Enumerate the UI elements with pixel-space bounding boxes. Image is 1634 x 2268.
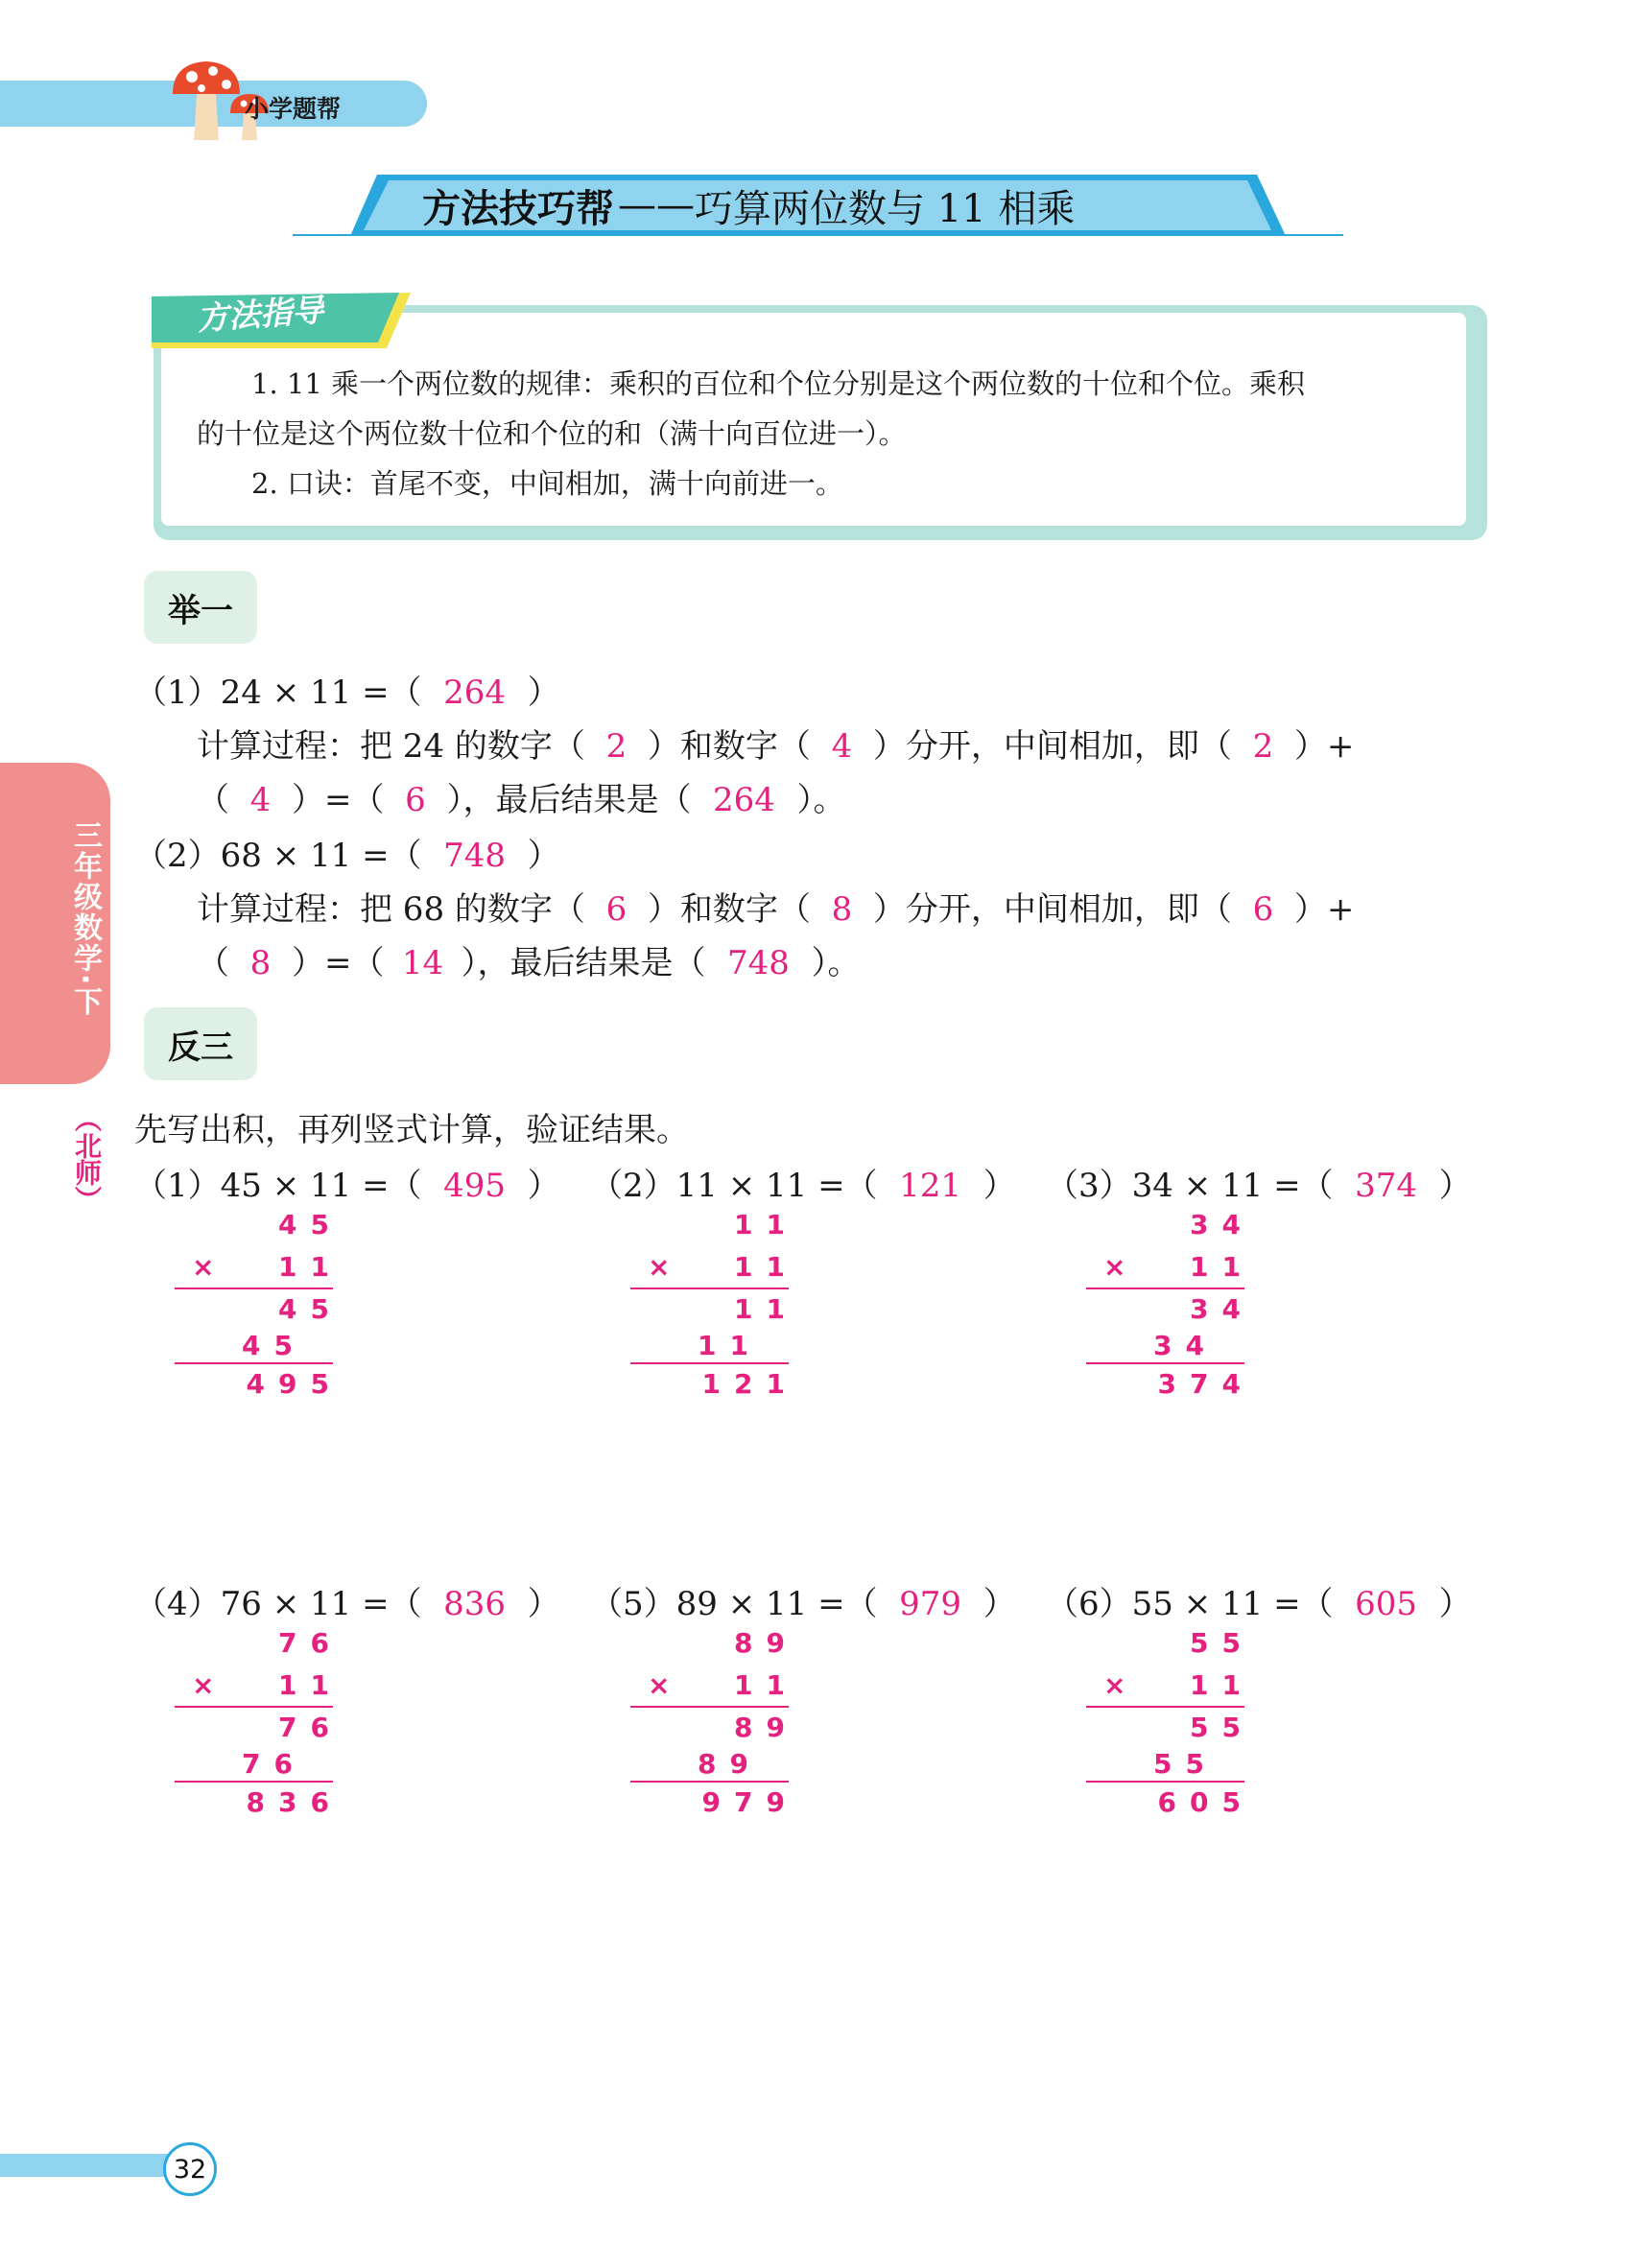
side-grade: 三年级数学·下 xyxy=(68,820,102,1018)
calc-multiplier: 11 xyxy=(1190,1669,1254,1701)
calc-rule xyxy=(175,1288,333,1289)
answer: 495 xyxy=(443,1167,507,1205)
calc-rule xyxy=(175,1362,333,1364)
times-icon: × xyxy=(1103,1251,1126,1283)
calc-rule xyxy=(175,1781,333,1783)
calc-partial-2: 34 xyxy=(1153,1330,1218,1361)
calc-rule xyxy=(630,1288,789,1289)
calc-rule xyxy=(630,1706,789,1708)
calc-result: 836 xyxy=(246,1786,343,1818)
calc-partial-1: 45 xyxy=(278,1293,343,1325)
calc-multiplier: 11 xyxy=(734,1251,798,1283)
page-title xyxy=(422,178,1247,232)
example-q2-process: 计算过程：把 68 的数字（ 6 ）和数字（ 8 ）分开，中间相加，即（ 6 ）+ xyxy=(197,890,1355,929)
calc-partial-2: 76 xyxy=(242,1748,306,1780)
calc-rule xyxy=(1086,1362,1244,1364)
title-main: 方法技巧帮 xyxy=(422,186,614,231)
calc-partial-1: 34 xyxy=(1190,1293,1254,1325)
example-q1-process: 计算过程：把 24 的数字（ 2 ）和数字（ 4 ）分开，中间相加，即（ 2 ）+ xyxy=(197,727,1355,766)
calc-multiplicand: 55 xyxy=(1190,1627,1254,1659)
calc-multiplicand: 11 xyxy=(734,1209,798,1240)
calc-rule xyxy=(1086,1288,1244,1289)
calc-result: 495 xyxy=(246,1368,343,1400)
calc-rule xyxy=(175,1706,333,1708)
vertical-calculation xyxy=(630,1209,798,1401)
calc-multiplicand: 76 xyxy=(278,1627,343,1659)
practice-question: （2）11 × 11 =（ 121 ） xyxy=(590,1167,1016,1205)
example-q1-process-2: （ 4 ）=（ 6 ），最后结果是（ 264 ）。 xyxy=(197,781,846,819)
calc-rule xyxy=(1086,1706,1244,1708)
example-tag: 举一 xyxy=(144,571,257,644)
calc-multiplier: 11 xyxy=(278,1669,343,1701)
example-q1: （1）24 × 11 =（ 264 ） xyxy=(134,673,560,712)
method-line-1: 1. 11 乘一个两位数的规律：乘积的百位和个位分别是这个两位数的十位和个位。乘积 xyxy=(251,367,1306,400)
practice-question: （5）89 × 11 =（ 979 ） xyxy=(590,1585,1016,1623)
calc-rule xyxy=(630,1781,789,1783)
header-label: 小学题帮 xyxy=(245,95,342,123)
title-dash: —— xyxy=(618,183,695,227)
calc-partial-2: 11 xyxy=(698,1330,762,1361)
calc-result: 121 xyxy=(701,1368,798,1400)
method-line-2: 的十位是这个两位数十位和个位的和（满十向百位进一）。 xyxy=(197,417,907,450)
vertical-calculation xyxy=(630,1627,798,1819)
vertical-calculation xyxy=(175,1209,343,1401)
calc-multiplier: 11 xyxy=(278,1251,343,1283)
calc-rule xyxy=(630,1362,789,1364)
footer-bar xyxy=(0,2154,182,2177)
calc-partial-1: 89 xyxy=(734,1712,798,1743)
times-icon: × xyxy=(192,1251,215,1283)
times-icon: × xyxy=(648,1669,671,1701)
method-line-3: 2. 口诀：首尾不变，中间相加，满十向前进一。 xyxy=(251,467,843,500)
example-q2-process-2: （ 8 ）=（ 14 ），最后结果是（ 748 ）。 xyxy=(197,944,861,982)
practice-question: （3）34 × 11 =（ 374 ） xyxy=(1046,1167,1472,1205)
times-icon: × xyxy=(648,1251,671,1283)
calc-multiplier: 11 xyxy=(1190,1251,1254,1283)
vertical-calculation xyxy=(1086,1209,1254,1401)
practice-question: （6）55 × 11 =（ 605 ） xyxy=(1046,1585,1472,1623)
practice-instruction: 先写出积，再列竖式计算，验证结果。 xyxy=(134,1111,689,1149)
calc-partial-2: 55 xyxy=(1153,1748,1218,1780)
answer: 374 xyxy=(1355,1167,1418,1205)
times-icon: × xyxy=(192,1669,215,1701)
times-icon: × xyxy=(1103,1669,1126,1701)
practice-tag: 反三 xyxy=(144,1007,257,1080)
answer: 264 xyxy=(443,673,507,712)
method-tab-label: 方法指导 xyxy=(195,291,325,338)
calc-multiplicand: 89 xyxy=(734,1627,798,1659)
calc-partial-1: 55 xyxy=(1190,1712,1254,1743)
calc-multiplier: 11 xyxy=(734,1669,798,1701)
calc-partial-1: 11 xyxy=(734,1293,798,1325)
calc-result: 374 xyxy=(1157,1368,1254,1400)
calc-partial-2: 45 xyxy=(242,1330,306,1361)
answer: 748 xyxy=(443,837,507,875)
calc-partial-1: 76 xyxy=(278,1712,343,1743)
calc-multiplicand: 34 xyxy=(1190,1209,1254,1240)
calc-result: 605 xyxy=(1157,1786,1254,1818)
calc-partial-2: 89 xyxy=(698,1748,762,1780)
calc-rule xyxy=(1086,1781,1244,1783)
page-number: 32 xyxy=(163,2142,217,2196)
side-edition: （北师） xyxy=(71,1105,103,1213)
vertical-calculation xyxy=(175,1627,343,1819)
answer: 605 xyxy=(1355,1585,1418,1623)
calc-multiplicand: 45 xyxy=(278,1209,343,1240)
practice-question: （1）45 × 11 =（ 495 ） xyxy=(134,1167,560,1205)
practice-question: （4）76 × 11 =（ 836 ） xyxy=(134,1585,560,1623)
example-q2: （2）68 × 11 =（ 748 ） xyxy=(134,837,560,875)
answer: 121 xyxy=(899,1167,962,1205)
calc-result: 979 xyxy=(701,1786,798,1818)
vertical-calculation xyxy=(1086,1627,1254,1819)
answer: 836 xyxy=(443,1585,507,1623)
title-sub: 巧算两位数与 11 相乘 xyxy=(695,186,1076,231)
answer: 979 xyxy=(899,1585,962,1623)
